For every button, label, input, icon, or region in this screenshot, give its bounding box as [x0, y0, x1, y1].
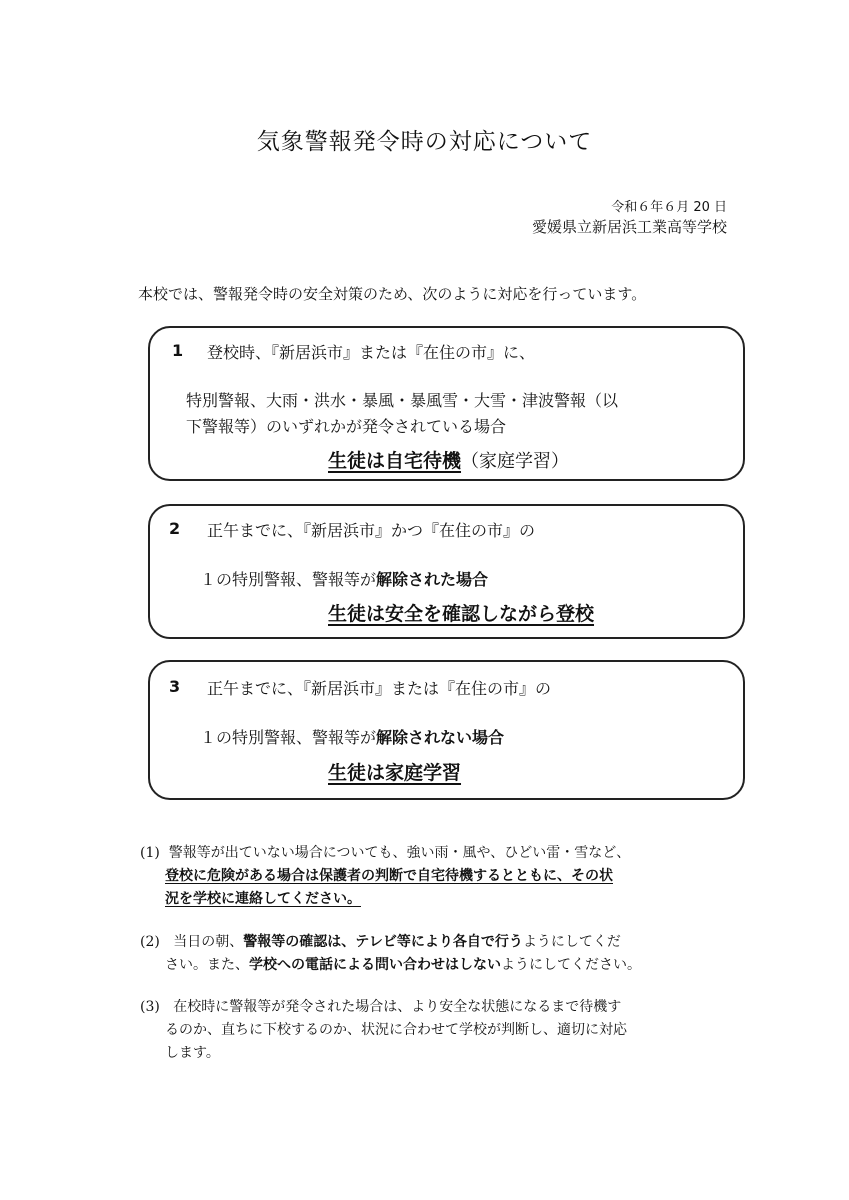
- case-box-1: [148, 326, 745, 481]
- intro-text: 本校では、警報発令時の安全対策のため、次のように対応を行っています。: [138, 285, 647, 303]
- case-detail-text: 特別警報、警報等が: [232, 570, 377, 589]
- note-text: ようにしてください。: [501, 957, 641, 973]
- case-number: 3: [169, 677, 181, 696]
- note-label: (3): [140, 999, 160, 1015]
- note-text: さい。また、: [165, 957, 249, 973]
- note-2: [140, 931, 641, 977]
- case-condition-line: 正午までに、『新居浜市』または『在住の市』の: [207, 679, 552, 698]
- case-condition-line: 登校時、『新居浜市』または『在住の市』に、: [207, 343, 536, 362]
- case-box-3: [148, 660, 745, 800]
- case-result-note: （家庭学習）: [461, 451, 570, 472]
- case-detail-bold: 解除された場合: [376, 570, 489, 589]
- note-text: るのか、直ちに下校するのか、状況に合わせて学校が判断し、適切に対応: [165, 1022, 627, 1038]
- note-text-bold: 況を学校に連絡してください。: [165, 891, 361, 907]
- note-3: [140, 996, 627, 1065]
- case-detail-line: 特別警報、大雨・洪水・暴風・暴風雪・大雪・津波警報（以: [186, 391, 619, 410]
- note-label: (1): [140, 845, 160, 861]
- case-condition-line: 正午までに、『新居浜市』かつ『在住の市』の: [207, 521, 536, 540]
- school-name: 愛媛県立新居浜工業高等学校: [531, 218, 727, 236]
- note-label: (2): [140, 934, 160, 950]
- note-text: 在校時に警報等が発令された場合は、より安全な状態になるまで待機す: [173, 999, 622, 1015]
- case-result-bold: 生徒は自宅待機: [328, 450, 462, 472]
- case-result: [328, 758, 461, 785]
- case-detail-line: [200, 567, 488, 590]
- note-text: ようにしてくだ: [522, 934, 621, 950]
- case-number: 1: [172, 341, 184, 360]
- case-detail-line: [200, 725, 504, 748]
- issue-date: 令和６年６月 20 日: [611, 200, 727, 215]
- note-text: 警報等が出ていない場合についても、強い雨・風や、ひどい雷・雪など、: [168, 845, 631, 861]
- case-result: [328, 599, 594, 626]
- case-detail-bold: 解除されない場合: [376, 728, 505, 747]
- note-text-bold: 警報等の確認は、テレビ等により各自で行う: [243, 934, 523, 950]
- case-detail-text: 特別警報、警報等が: [232, 728, 377, 747]
- note-1: [140, 842, 630, 911]
- case-result: [328, 446, 569, 473]
- page-title: 気象警報発令時の対応について: [256, 129, 593, 155]
- case-number: 2: [169, 519, 181, 538]
- note-text: します。: [165, 1045, 220, 1061]
- case-result-bold: 生徒は安全を確認しながら登校: [328, 603, 595, 625]
- case-ref: １の: [200, 728, 233, 747]
- note-text: 当日の朝、: [173, 934, 244, 950]
- case-result-bold: 生徒は家庭学習: [328, 762, 462, 784]
- note-text-bold: 学校への電話による問い合わせはしない: [249, 957, 501, 973]
- note-text-bold: 登校に危険がある場合は保護者の判断で自宅待機するとともに、その状: [165, 868, 613, 884]
- case-detail-line: 下警報等）のいずれかが発令されている場合: [186, 417, 507, 436]
- case-ref: １の: [200, 570, 233, 589]
- case-box-2: [148, 504, 745, 639]
